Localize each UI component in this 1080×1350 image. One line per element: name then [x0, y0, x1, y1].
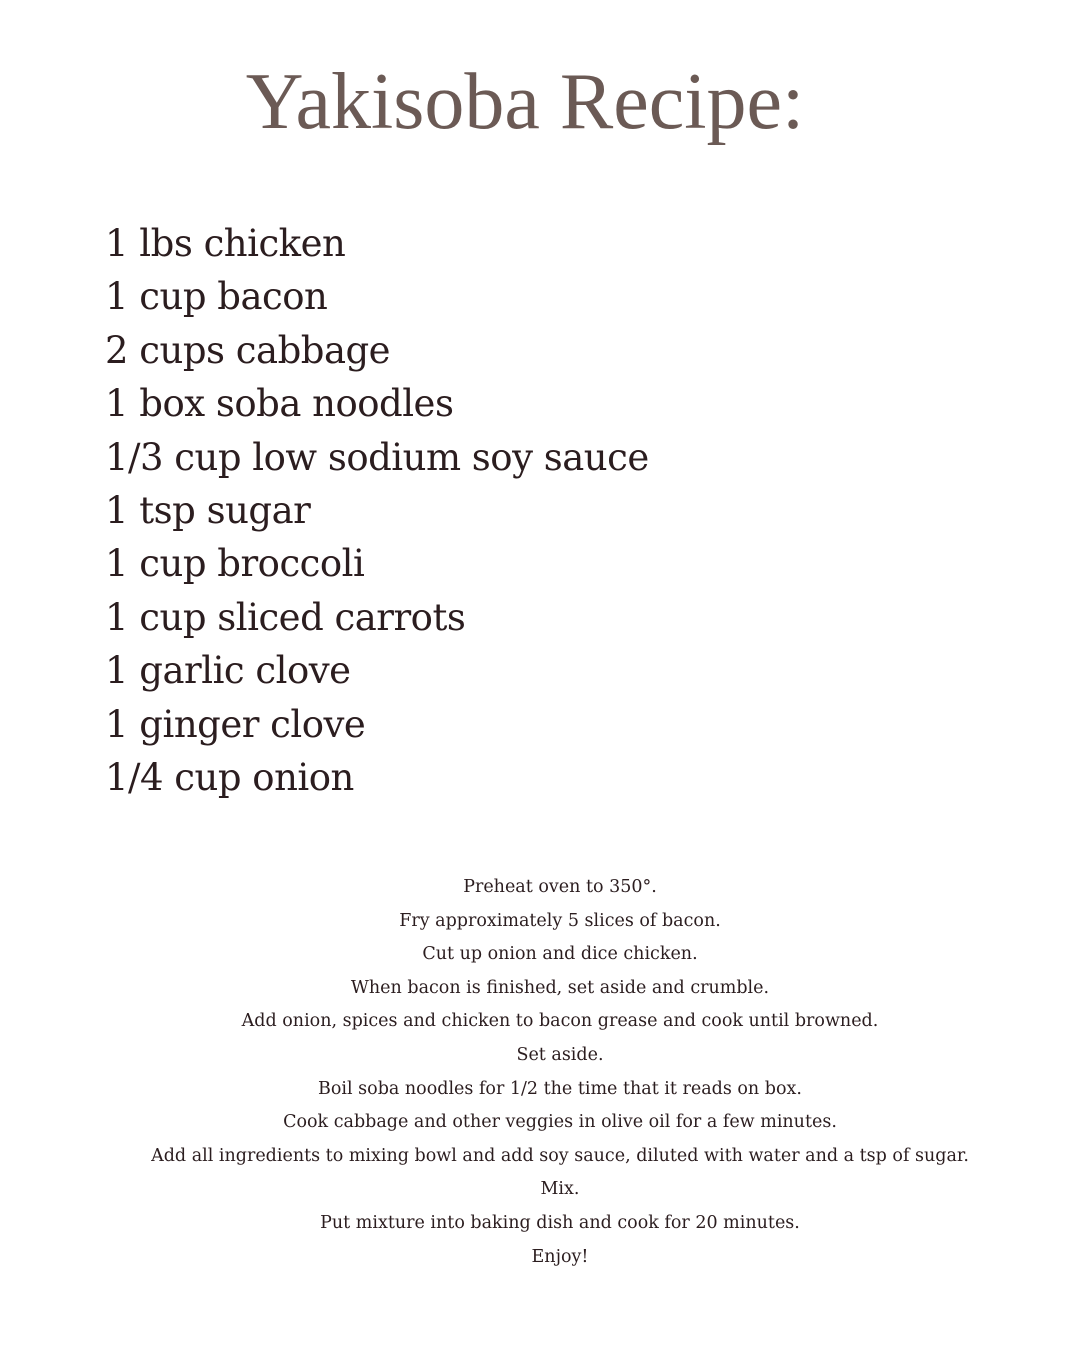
instruction-step: Enjoy!	[531, 1246, 589, 1267]
instruction-step: When bacon is finished, set aside and crumble.	[350, 977, 770, 998]
instruction-step: Cut up onion and dice chicken.	[422, 944, 698, 965]
ingredient-item: 1/3 cup low sodium soy sauce	[105, 435, 649, 479]
ingredient-item: 1 ginger clove	[105, 702, 366, 746]
ingredients-list	[105, 217, 649, 804]
instruction-step: Mix.	[540, 1179, 580, 1200]
instructions-list	[0, 871, 1080, 1274]
instruction-step: Fry approximately 5 slices of bacon.	[399, 910, 721, 931]
ingredient-item: 1 box soba noodles	[105, 382, 454, 426]
ingredient-item: 1/4 cup onion	[105, 755, 354, 799]
instruction-step: Cook cabbage and other veggies in olive oil for a few minutes.	[283, 1112, 837, 1133]
ingredient-item: 1 tsp sugar	[105, 488, 311, 532]
instruction-step: Preheat oven to 350°.	[463, 877, 657, 897]
ingredient-item: 1 cup sliced carrots	[105, 595, 466, 639]
instruction-step: Set aside.	[516, 1044, 604, 1065]
instruction-step: Boil soba noodles for 1/2 the time that it reads on box.	[318, 1078, 802, 1099]
instruction-step: Put mixture into baking dish and cook for 20 minutes.	[320, 1212, 800, 1233]
ingredient-item: 1 lbs chicken	[105, 222, 346, 265]
page-title: Yakisoba Recipe:	[245, 58, 805, 146]
instruction-step: Add onion, spices and chicken to bacon grease and cook until browned.	[241, 1011, 879, 1032]
ingredient-item: 2 cups cabbage	[105, 328, 391, 372]
ingredient-item: 1 cup broccoli	[105, 542, 365, 586]
ingredient-item: 1 cup bacon	[105, 275, 328, 319]
instruction-step: Add all ingredients to mixing bowl and add soy sauce, diluted with water and a tsp of sugar.	[151, 1145, 969, 1166]
ingredient-item: 1 garlic clove	[105, 649, 351, 693]
